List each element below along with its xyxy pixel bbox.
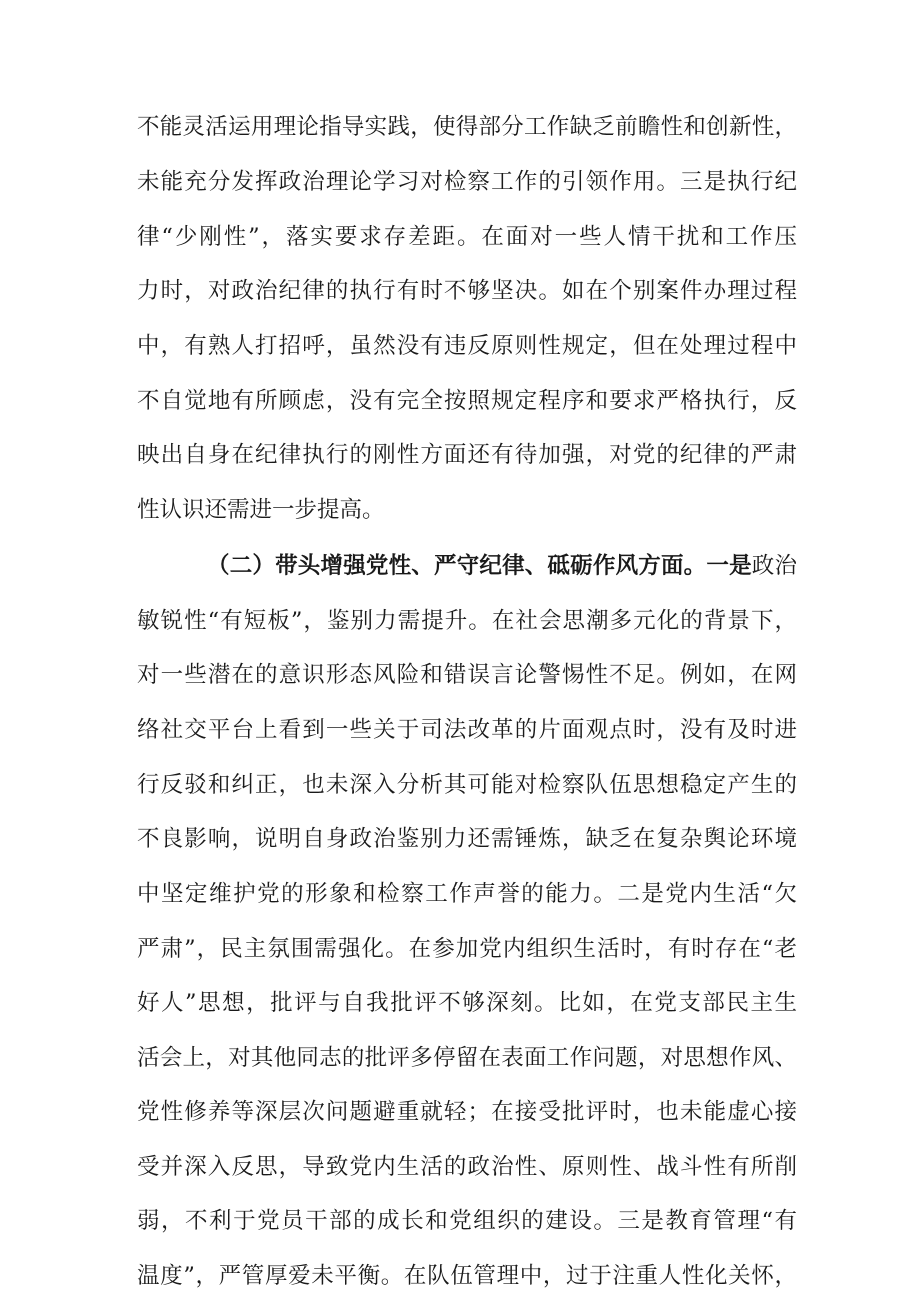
body-text-line: 对一些潜在的意识形态风险和错误言论警惕性不足。例如，在网 <box>137 662 797 688</box>
body-text-line: 敏锐性“有短板”，鉴别力需提升。在社会思潮多元化的背景下， <box>137 608 797 634</box>
body-text-line: 律“少刚性”，落实要求存差距。在面对一些人情干扰和工作压 <box>137 224 797 250</box>
body-text-line: 弱，不利于党员干部的成长和党组织的建设。三是教育管理“有 <box>137 1208 797 1234</box>
body-text-line: 温度”，严管厚爱未平衡。在队伍管理中，过于注重人性化关怀， <box>137 1263 797 1289</box>
body-text-line: 中坚定维护党的形象和检察工作声誉的能力。二是党内生活“欠 <box>137 881 797 907</box>
body-text-line: 映出自身在纪律执行的刚性方面还有待加强，对党的纪律的严肃 <box>137 442 797 468</box>
body-text-line: 活会上，对其他同志的批评多停留在表面工作问题，对思想作风、 <box>137 1045 797 1071</box>
body-text-line: 络社交平台上看到一些关于司法改革的片面观点时，没有及时进 <box>137 717 797 743</box>
body-text-line: 性认识还需进一步提高。 <box>137 497 385 523</box>
body-text-line: 力时，对政治纪律的执行有时不够坚决。如在个别案件办理过程 <box>137 278 797 304</box>
body-text-line: 受并深入反思，导致党内生活的政治性、原则性、战斗性有所削 <box>137 1154 797 1180</box>
body-text-line: 不自觉地有所顾虑，没有完全按照规定程序和要求严格执行，反 <box>137 388 797 414</box>
body-text-line: 严肃”，民主氛围需强化。在参加党内组织生活时，有时存在“老 <box>137 936 797 962</box>
section-heading: （二）带头增强党性、严守纪律、砥砺作风方面。一是 <box>207 553 752 579</box>
body-text-line: 党性修养等深层次问题避重就轻；在接受批评时，也未能虚心接 <box>137 1099 797 1125</box>
body-text-line: 不良影响，说明自身政治鉴别力还需锤炼，缺乏在复杂舆论环境 <box>137 826 797 852</box>
section-heading-line <box>207 546 797 586</box>
body-text-line: 未能充分发挥政治理论学习对检察工作的引领作用。三是执行纪 <box>137 169 797 195</box>
body-text-line: 不能灵活运用理论指导实践，使得部分工作缺乏前瞻性和创新性， <box>137 114 797 140</box>
body-text-line: 行反驳和纠正，也未深入分析其可能对检察队伍思想稳定产生的 <box>137 772 797 798</box>
body-text-line: 中，有熟人打招呼，虽然没有违反原则性规定，但在处理过程中 <box>137 333 797 359</box>
section-heading-continuation: 政治 <box>751 553 797 579</box>
body-text-line: 好人”思想，批评与自我批评不够深刻。比如，在党支部民主生 <box>137 990 797 1016</box>
